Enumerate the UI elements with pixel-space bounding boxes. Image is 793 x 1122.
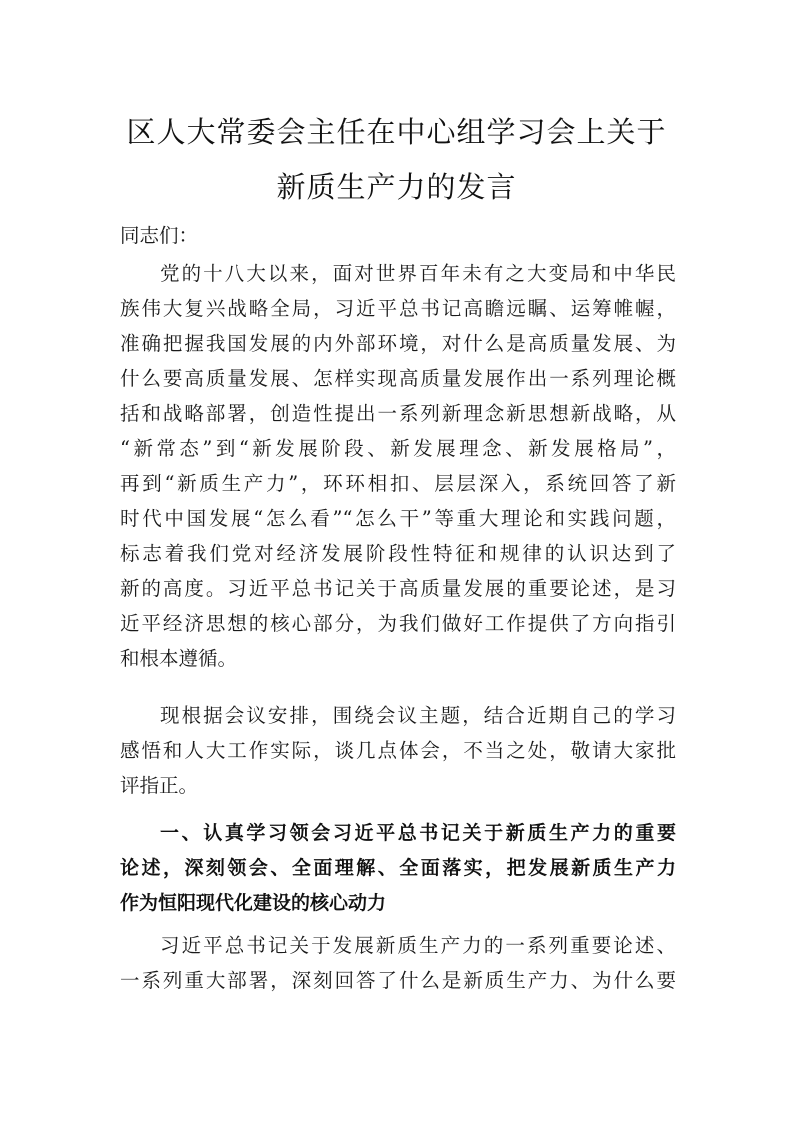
paragraph-1-line: 标志着我们党对经济发展阶段性特征和规律的认识达到了 — [120, 542, 676, 565]
paragraph-1-line: 什么要高质量发展、怎样实现高质量发展作出一系列理论概 — [120, 367, 676, 390]
paragraph-1-line: “新常态”到“新发展阶段、新发展理念、新发展格局”， — [120, 437, 676, 460]
document-title-line-2: 新质生产力的发言 — [276, 170, 517, 204]
paragraph-3-line: 习近平总书记关于发展新质生产力的一系列重要论述、 — [160, 934, 676, 957]
document-title-line-1: 区人大常委会主任在中心组学习会上关于 — [126, 115, 667, 149]
paragraph-1-line: 新的高度。习近平总书记关于高质量发展的重要论述，是习 — [120, 577, 676, 600]
paragraph-2-line: 感悟和人大工作实际，谈几点体会，不当之处，敬请大家批 — [120, 739, 676, 762]
paragraph-1-line: 括和战略部署，创造性提出一系列新理念新思想新战略，从 — [120, 402, 676, 425]
paragraph-1-line: 族伟大复兴战略全局，习近平总书记高瞻远瞩、运筹帷幄， — [120, 297, 676, 320]
paragraph-2-line: 评指正。 — [120, 774, 199, 797]
paragraph-2-line: 现根据会议安排，围绕会议主题，结合近期自己的学习 — [160, 704, 676, 727]
section-heading-line: 一、认真学习领会习近平总书记关于新质生产力的重要 — [160, 822, 676, 844]
paragraph-1-line: 准确把握我国发展的内外部环境，对什么是高质量发展、为 — [120, 332, 676, 355]
paragraph-1-line: 近平经济思想的核心部分，为我们做好工作提供了方向指引 — [120, 612, 676, 635]
paragraph-3-line: 一系列重大部署，深刻回答了什么是新质生产力、为什么要 — [120, 969, 676, 992]
salutation: 同志们： — [120, 224, 199, 247]
paragraph-1-line: 再到“新质生产力”，环环相扣、层层深入，系统回答了新 — [120, 472, 676, 495]
section-heading-line: 作为恒阳现代化建设的核心动力 — [120, 892, 387, 914]
section-heading-line: 论述，深刻领会、全面理解、全面落实，把发展新质生产力 — [120, 857, 676, 879]
paragraph-1-line: 时代中国发展“怎么看”“怎么干”等重大理论和实践问题， — [120, 507, 676, 530]
paragraph-1-line: 和根本遵循。 — [120, 647, 238, 670]
paragraph-1-line: 党的十八大以来，面对世界百年未有之大变局和中华民 — [160, 262, 676, 285]
